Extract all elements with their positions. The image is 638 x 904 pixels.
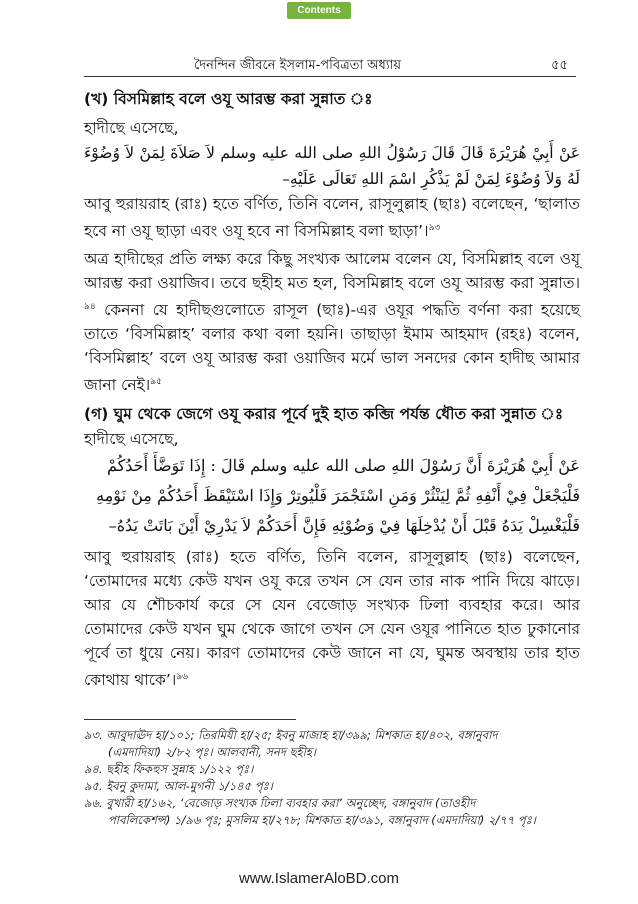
arabic-hadith-line: فَلْيَغْسِلْ يَدَهُ قَبْلَ أَنْ يُدْخِلَهَا فِيْ وَضُوْئِهِ فَإِنَّ أَحَدَكُمْ لاَ يَدْرِيْ أَيْنَ بَاتَتْ يَدُهُ– [108,516,580,536]
footnote-ref[interactable]: ৯৩ [428,223,441,233]
page-number: ৫৫ [551,58,568,73]
running-header [84,54,576,77]
website-url[interactable]: www.IslamerAloBD.com [238,870,400,887]
commentary-text-a: অত্র হাদীছের প্রতি লক্ষ্য করে কিছু সংখ্যক আলেম বলেন যে, বিসমিল্লাহ বলে ওযূ আরম্ভ করা ওয়াজিব। তবে ছহীহ মত হল, বিসমিল্লাহ বলে ওযূ আরম্ভ করা সুন্নাত। [84,250,580,293]
footnote: ৯৬. বুখারী হা/১৬২, ‘বেজোড় সংখ্যক ঢিলা ব্যবহার করা’ অনুচ্ছেদ, বঙ্গানুবাদ (তাওহীদ [84,796,476,810]
translation-text: আবু হুরায়রাহ (রাঃ) হতে বর্ণিত, তিনি বলেন, রাসূলুল্লাহ (ছাঃ) বলেছেন, ‘তোমাদের মধ্যে কেউ যখন ওযূ করে তখন সে যেন তার নাক পানি দিয়ে ঝাড়ে। আর যে শৌচকার্য করে সে যেন বেজোড় সংখ্যক ঢিলা ব্যবহার করে। আর তোমাদের কেউ যখন ঘুম থেকে জাগে তখন সে যেন ওযূর পানিতে হাত ঢুকানোর পূর্বে তা ধুয়ে নেয়। কারণ তোমাদের কেউ জানে না যে, ঘুমন্ত অবস্থায় তার হাত কোথায় থাকে’। [84,548,580,690]
translation-text: আবু হুরায়রাহ (রাঃ) হতে বর্ণিত, তিনি বলেন, রাসূলুল্লাহ (ছাঃ) বলেছেন, ‘ছালাত হবে না ওযূ ছাড়া এবং ওযূ হবে না বিসমিল্লাহ বলা ছাড়া’। [84,195,580,241]
footnote: ৯৫. ইবনু কুদামা, আল-মুগনী ১/১৪৫ পৃঃ। [84,779,273,793]
section-heading-kha: (খ) বিসমিল্লাহ বলে ওযূ আরম্ভ করা সুন্নাত ঃ [84,90,373,108]
footnote-continuation: (এমদাদিয়া) ২/৮২ পৃঃ। আলবানী, সনদ ছহীহ। [108,745,317,759]
hadith-translation [84,192,580,243]
footnote: ৯৪. ছহীহ ফিকহুস সুন্নাহ ১/১২২ পৃঃ। [84,762,254,776]
footnote-ref[interactable]: ৯৬ [176,672,188,683]
hadith-intro: হাদীছে এসেছে, [84,119,179,137]
hadith-translation [84,545,580,692]
page-body [84,86,580,693]
contents-button[interactable]: Contents [287,2,351,19]
arabic-hadith: عَنْ أَبِيْ هُرَيْرَةَ قَالَ قَالَ رَسُوْلُ اللهِ صلى الله عليه وسلم لاَ صَلاَةَ لِمَنْ لاَ وُضُوْءَ لَهُ وَلاَ وُضُوْءَ لِمَنْ لَمْ يَذْكُرِ اسْمَ اللهِ تَعَالَى عَلَيْهِ– [84,144,580,188]
footnote: ৯৩. আবুদাঊদ হা/১০১; তিরমিযী হা/২৫; ইবনু মাজাহ হা/৩৯৯; মিশকাত হা/৪০২, বঙ্গানুবাদ [84,728,498,742]
footnote-divider [84,719,296,720]
footnote-continuation: পাবলিকেশন্স) ১/৯৬ পৃঃ; মুসলিম হা/২৭৮; মিশকাত হা/৩৯১, বঙ্গানুবাদ (এমদাদিয়া) ২/৭৭ পৃঃ। [108,813,536,827]
running-title: দৈনন্দিন জীবনে ইসলাম-পবিত্রতা অধ্যায় [194,58,402,73]
footnotes [84,727,584,829]
commentary-paragraph [84,247,580,397]
commentary-text-b: কেননা যে হাদীছগুলোতে রাসূল (ছাঃ)-এর ওযূর পদ্ধতি বর্ণনা করা হয়েছে তাতে ‘বিসমিল্লাহ’ বলার কথা বলা হয়নি। তাছাড়া ইমাম আহমাদ (রহঃ) বলেন, ‘বিসমিল্লাহ’ বলে ওযূ আরম্ভ করা ওয়াজিব মর্মে ভাল সনদের কোন হাদীছ আমার জানা নেই। [84,301,580,395]
hadith-intro: হাদীছে এসেছে, [84,430,179,449]
footnote-ref[interactable]: ৯৫ [150,377,162,388]
section-heading-ga: (গ) ঘুম থেকে জেগে ওযূ করার পূর্বে দুই হাত কব্জি পর্যন্ত ধৌত করা সুন্নাত ঃ [84,405,564,424]
arabic-hadith-line: عَنْ أَبِيْ هُرَيْرَةَ أَنَّ رَسُوْلَ اللهِ صلى الله عليه وسلم قَالَ : إِذَا تَوَضَّأَ أَحَدُكُمْ [107,456,580,476]
footnote-ref[interactable]: ৯৪ [84,302,96,313]
arabic-hadith-line: فَلْيَجْعَلْ فِيْ أَنْفِهِ ثُمَّ لِيَنْثُرْ وَمَنِ اسْتَجْمَرَ فَلْيُوتِرْ وَإِذَا اسْتَيْقَظَ أَحَدُكُمْ مِنْ نَوْمِهِ [96,486,580,506]
